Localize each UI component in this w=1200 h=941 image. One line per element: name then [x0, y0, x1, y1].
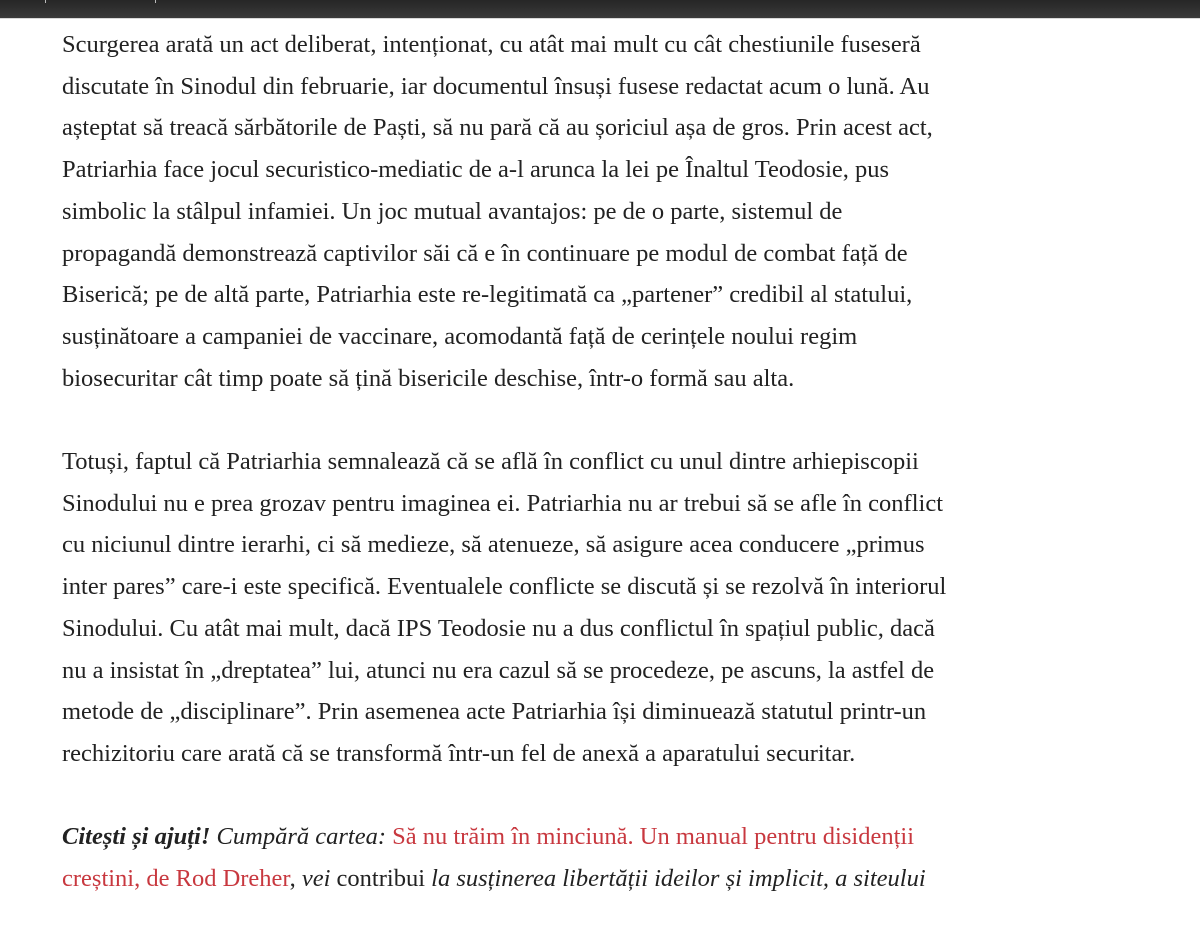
text-line: rechizitoriu care arată că se transformă într-un fel de anexă a aparatului securitar.	[62, 739, 856, 767]
text-line: propagandă demonstrează captivilor săi că e în continuare pe modul de combat față de	[62, 239, 908, 267]
text-line: Sinodului nu e prea grozav pentru imaginea ei. Patriarhia nu ar trebui să se afle în conflict	[62, 489, 944, 517]
text-line: cu niciunul dintre ierarhi, ci să medieze, să atenueze, să asigure acea conducere „primus	[62, 531, 925, 559]
paragraph-1	[62, 24, 1182, 399]
book-link-continued[interactable]: creștini, de Rod Dreher	[62, 865, 290, 893]
text-line: Sinodului. Cu atât mai mult, dacă IPS Teodosie nu a dus conflictul în spațiul public, dacă	[62, 614, 935, 642]
text-line: inter pares” care-i este specifică. Eventualele conflicte se discută și se rezolvă în interiorul	[62, 573, 947, 601]
book-link[interactable]: Să nu trăim în minciună. Un manual pentru disidenții	[392, 823, 915, 851]
text-line: Biserică; pe de altă parte, Patriarhia este re-legitimată ca „partener” credibil al statului,	[62, 281, 913, 309]
text-line: așteptat să treacă sărbătorile de Paști, să nu pară că au șoriciul așa de gros. Prin acest act,	[62, 114, 933, 142]
promo-buy-text: Cumpără cartea:	[210, 823, 393, 851]
text-line	[62, 816, 1182, 858]
top-bar	[0, 0, 1200, 19]
text-line: Totuși, faptul că Patriarhia semnalează că se află în conflict cu unul dintre arhiepiscopii	[62, 448, 919, 476]
promo-contribui: contribui	[330, 865, 432, 893]
text-line: discutate în Sinodul din februarie, iar documentul însuși fusese redactat acum o lună. Au	[62, 72, 930, 100]
text-line: susținătoare a campaniei de vaccinare, acomodantă față de cerințele noului regim	[62, 322, 858, 350]
comma: ,	[289, 865, 302, 893]
promo-paragraph	[62, 816, 1182, 899]
promo-tail: la susținerea libertății ideilor și implicit, a siteului	[431, 865, 926, 893]
promo-vei: vei	[301, 865, 331, 893]
text-line: Patriarhia face jocul securistico-mediatic de a-l arunca la lei pe Înaltul Teodosie, pus	[62, 156, 890, 184]
article-body	[62, 24, 1182, 941]
top-bar-divider	[45, 0, 46, 3]
text-line: biosecuritar cât timp poate să țină bisericile deschise, într-o formă sau alta.	[62, 364, 795, 392]
text-line: nu a insistat în „dreptatea” lui, atunci nu era cazul să se procedeze, pe ascuns, la astfel de	[62, 656, 935, 684]
text-line: simbolic la stâlpul infamiei. Un joc mutual avantajos: pe de o parte, sistemul de	[62, 197, 843, 225]
text-line	[62, 858, 1182, 900]
paragraph-2	[62, 441, 1182, 775]
promo-lead: Citești și ajuți!	[62, 823, 211, 851]
text-line: metode de „disciplinare”. Prin asemenea acte Patriarhia își diminuează statutul printr-un	[62, 698, 927, 726]
top-bar-divider	[155, 0, 156, 3]
text-line: Scurgerea arată un act deliberat, intenționat, cu atât mai mult cu cât chestiunile fuseseră	[62, 31, 921, 58]
